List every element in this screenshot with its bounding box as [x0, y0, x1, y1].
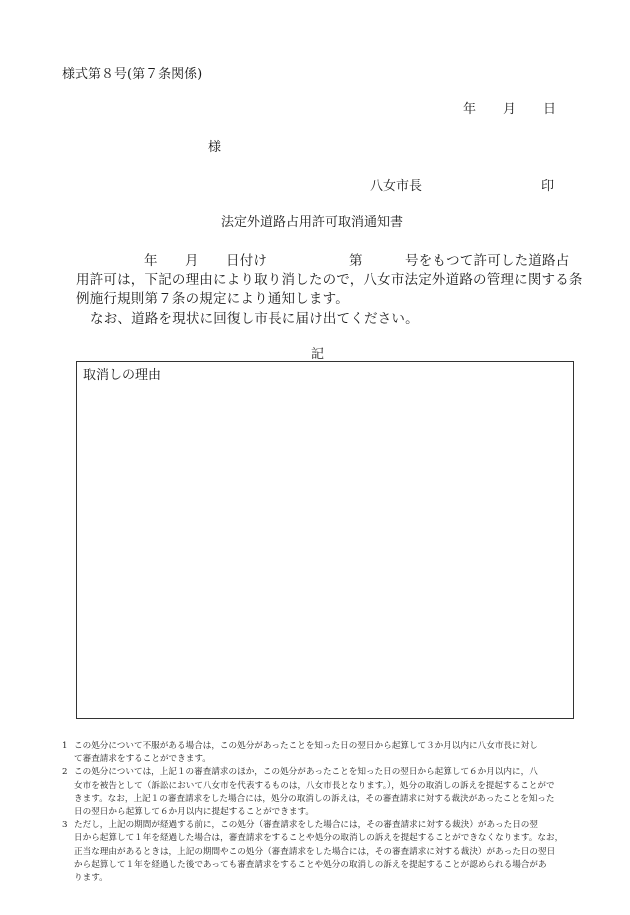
note-line: ります。 — [74, 873, 108, 884]
reason-box[interactable] — [76, 361, 574, 719]
issuer-name: 八女市長 — [370, 179, 423, 194]
body-number-prefix: 第 — [349, 253, 363, 269]
note-number: 1 — [62, 741, 68, 751]
note-line: ただし，上記の期間が経過する前に，この処分（審査請求をした場合には，その審査請求に対する裁決）があった日の翌 — [74, 820, 538, 831]
note-line: 正当な理由があるときは，上記の期間やこの処分（審査請求をした場合には，その審査請求に対する裁決）があった日の翌日 — [74, 846, 556, 857]
date-month-label: 月 — [503, 102, 517, 117]
addressee-honorific: 様 — [208, 140, 222, 155]
body-date-year: 年 — [144, 253, 158, 269]
date-year-label: 年 — [463, 102, 477, 117]
body-line4: なお、道路を現状に回復し市長に届け出てください。 — [90, 311, 419, 327]
note-line: 女市を被告として（訴訟において八女市を代表するものは，八女市長となります。），処分の取消しの訴えを提起することがで — [74, 780, 555, 791]
ki-marker: 記 — [311, 347, 325, 362]
body-line3: 例施行規則第７条の規定により通知します。 — [76, 291, 349, 307]
note-line: 日から起算して１年を経過した場合は，審査請求をすることや処分の取消しの訴えを提起することができなくなります。なお， — [74, 833, 564, 844]
body-line2: 用許可は，下記の理由により取り消したので，八女市法定外道路の管理に関する条 — [76, 272, 583, 288]
note-line: この処分については，上記１の審査請求のほか，この処分があったことを知った日の翌日から起算して６か月以内に，八 — [74, 767, 538, 778]
note-line: きます。なお，上記１の審査請求をした場合には，処分の取消しの訴えは，その審査請求に対する裁決があったことを知った — [74, 793, 555, 804]
note-line: この処分について不服がある場合は，この処分があったことを知った日の翌日から起算して３か月以内に八女市長に対し — [74, 741, 538, 751]
note-number: 3 — [62, 820, 68, 831]
note-item — [62, 766, 572, 819]
note-number: 2 — [62, 767, 68, 778]
body-date-day: 日付け — [226, 253, 268, 269]
note-line: て審査請求をすることができます。 — [74, 754, 211, 765]
reason-label: 取消しの理由 — [83, 368, 162, 383]
form-number: 様式第８号(第７条関係) — [62, 67, 203, 82]
document-heading: 法定外道路占用許可取消通知書 — [221, 215, 404, 230]
note-item — [62, 819, 572, 885]
notes-section — [62, 740, 572, 885]
body-line1-rest: 号をもつて許可した道路占 — [405, 253, 570, 269]
note-line: 日の翌日から起算して６か月以内に提起することができます。 — [74, 807, 314, 818]
note-line: から起算して１年を経過した後であっても審査請求をすることや処分の取消しの訴えを提起することが認められる場合があ — [74, 859, 547, 870]
issuer-seal: 印 — [541, 179, 555, 194]
body-date-month: 月 — [185, 253, 199, 269]
date-day-label: 日 — [543, 102, 557, 117]
note-item — [62, 740, 572, 766]
